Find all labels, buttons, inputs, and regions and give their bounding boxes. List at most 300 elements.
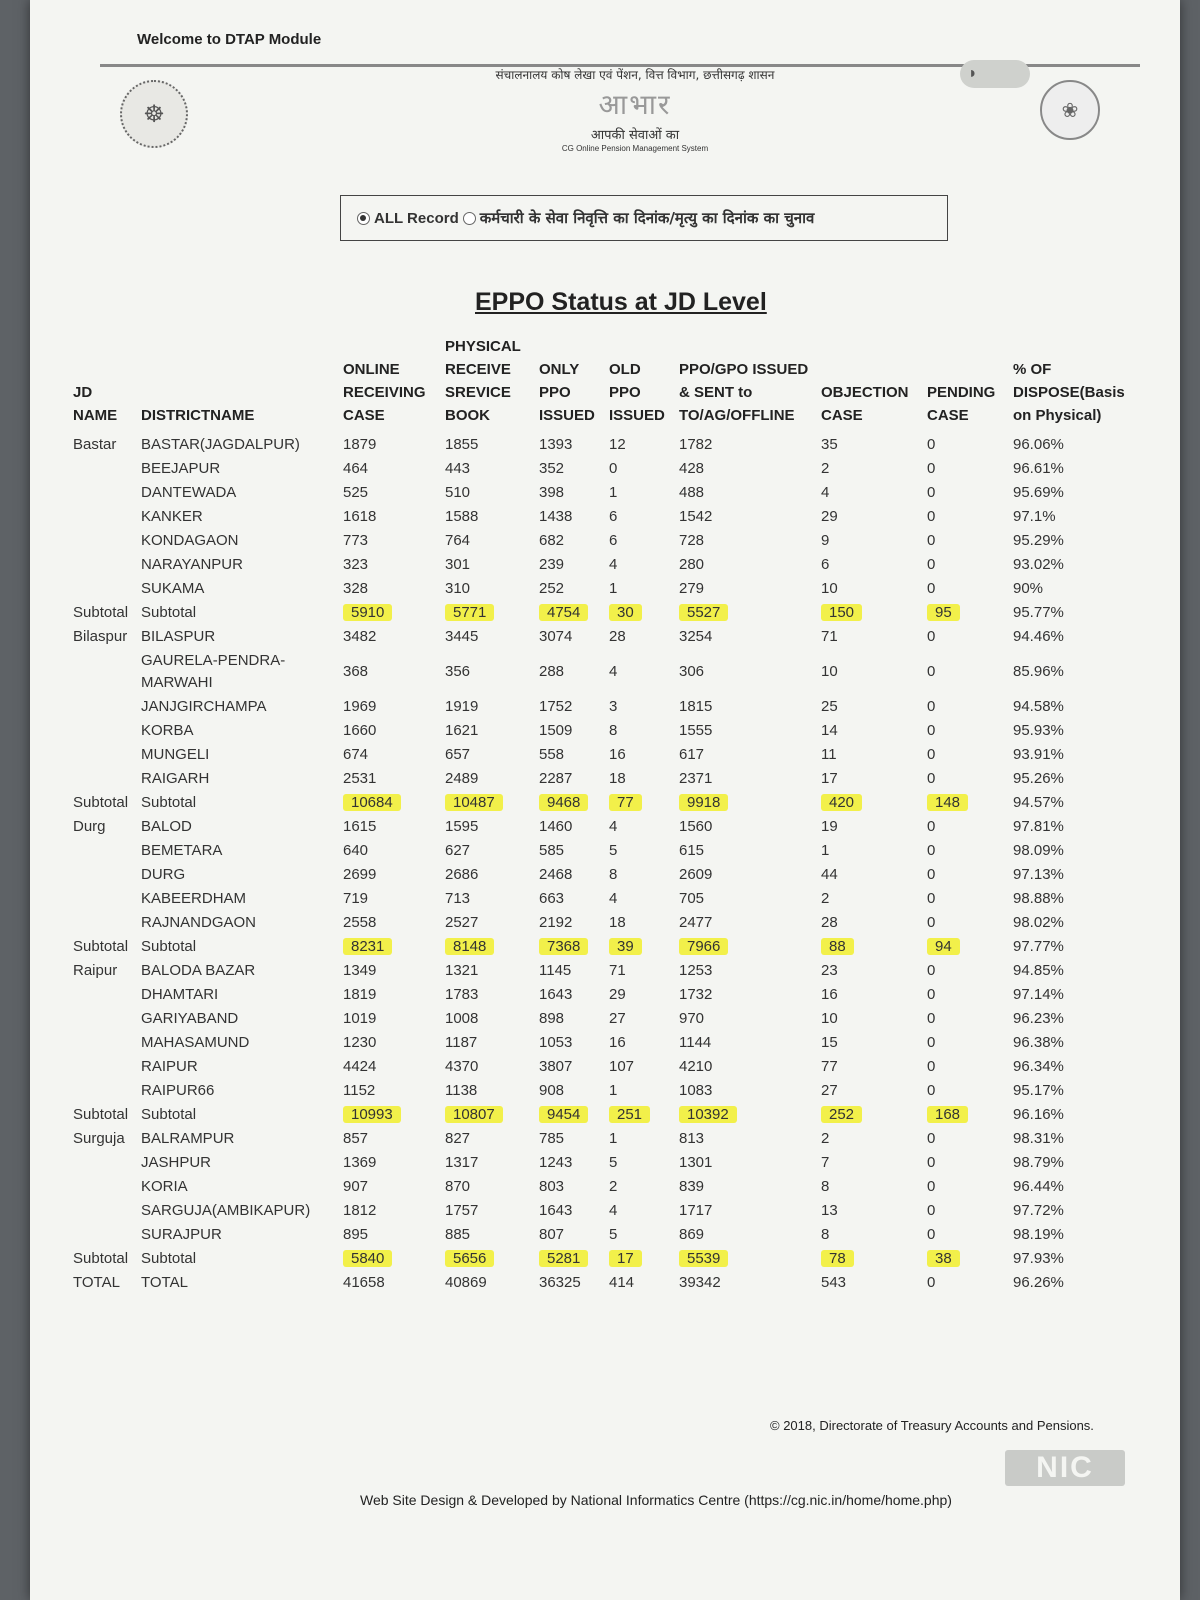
table-row (70, 625, 1140, 649)
jd-name-cell (70, 1151, 138, 1175)
jd-name-cell: Raipur (73, 962, 118, 979)
value-cell: 8 (609, 866, 618, 883)
value-cell: 3445 (445, 628, 479, 645)
jd-name-cell (70, 481, 138, 505)
value-cell: 1369 (343, 1154, 377, 1171)
report-title: EPPO Status at JD Level (475, 288, 767, 316)
highlighted-value: 252 (821, 1106, 862, 1123)
value-cell: 1643 (539, 986, 573, 1003)
value-cell: 96.26% (1013, 1274, 1064, 1291)
district-name-cell: DURG (141, 866, 186, 883)
value-cell: 1542 (679, 508, 713, 525)
value-cell: 510 (445, 484, 471, 501)
value-cell: 898 (539, 1010, 565, 1027)
value-cell: 1783 (445, 986, 479, 1003)
col-header: ONLINE RECEIVING CASE (343, 361, 426, 424)
value-cell: 2699 (343, 866, 377, 883)
jd-name-cell (70, 1079, 138, 1103)
highlighted-value: 10392 (679, 1106, 737, 1123)
value-cell: 907 (343, 1178, 369, 1195)
value-cell (536, 935, 606, 959)
jd-name-cell: Surguja (73, 1130, 125, 1147)
district-name-cell: KANKER (141, 508, 203, 525)
date-filter-label: कर्मचारी के सेवा निवृत्ति का दिनांक/मृत्यु का दिनांक का चुनाव (479, 209, 815, 227)
col-header: PPO/GPO ISSUED & SENT to TO/AG/OFFLINE (679, 361, 809, 424)
value-cell: 2531 (343, 770, 377, 787)
value-cell: 428 (679, 460, 705, 477)
value-cell: 705 (679, 890, 705, 907)
highlighted-value: 5539 (679, 1250, 728, 1267)
table-row (70, 553, 1140, 577)
jd-name-cell (70, 695, 138, 719)
value-cell: 1509 (539, 722, 573, 739)
value-cell: 869 (679, 1226, 705, 1243)
table-row (70, 911, 1140, 935)
value-cell: 895 (343, 1226, 369, 1243)
value-cell: 98.19% (1013, 1226, 1064, 1243)
value-cell (606, 601, 676, 625)
jd-name-cell: Subtotal (73, 794, 129, 811)
district-name-cell: MAHASAMUND (141, 1034, 250, 1051)
value-cell: 11 (821, 746, 837, 763)
value-cell: 96.44% (1013, 1178, 1064, 1195)
value-cell: 0 (927, 722, 936, 739)
value-cell: 14 (821, 722, 838, 739)
value-cell: 2558 (343, 914, 377, 931)
value-cell: 1243 (539, 1154, 573, 1171)
district-name-cell: JASHPUR (141, 1154, 212, 1171)
value-cell: 0 (927, 556, 936, 573)
jd-name-cell (70, 1223, 138, 1247)
highlighted-value: 10993 (343, 1106, 401, 1123)
value-cell: 27 (609, 1010, 626, 1027)
highlighted-value: 420 (821, 794, 862, 811)
value-cell: 0 (927, 914, 936, 931)
value-cell: 908 (539, 1082, 565, 1099)
col-header: JD NAME (73, 384, 118, 424)
value-cell: 488 (679, 484, 705, 501)
value-cell: 0 (927, 770, 936, 787)
jd-name-cell (70, 649, 138, 695)
highlighted-value: 9468 (539, 794, 588, 811)
value-cell: 1301 (679, 1154, 713, 1171)
value-cell: 5 (609, 1226, 618, 1243)
value-cell: 728 (679, 532, 705, 549)
value-cell: 525 (343, 484, 369, 501)
value-cell: 839 (679, 1178, 705, 1195)
highlighted-value: 17 (609, 1250, 642, 1267)
value-cell: 1879 (343, 436, 377, 453)
value-cell: 90% (1013, 580, 1044, 597)
value-cell: 2527 (445, 914, 479, 931)
value-cell: 94.58% (1013, 698, 1064, 715)
value-cell (340, 935, 442, 959)
value-cell: 97.72% (1013, 1202, 1064, 1219)
value-cell: 0 (927, 460, 936, 477)
value-cell (676, 1103, 818, 1127)
district-name-cell: BILASPUR (141, 628, 216, 645)
value-cell: 1019 (343, 1010, 377, 1027)
value-cell: 640 (343, 842, 369, 859)
value-cell: 93.91% (1013, 746, 1064, 763)
value-cell: 97.1% (1013, 508, 1056, 525)
value-cell: 443 (445, 460, 471, 477)
value-cell: 0 (927, 1154, 936, 1171)
district-name-cell: KABEERDHAM (141, 890, 247, 907)
district-name-cell: DHAMTARI (141, 986, 219, 1003)
col-header: PENDING CASE (927, 384, 996, 424)
value-cell: 0 (927, 484, 936, 501)
value-cell: 29 (821, 508, 838, 525)
value-cell: 1752 (539, 698, 573, 715)
value-cell: 558 (539, 746, 565, 763)
highlighted-value: 38 (927, 1250, 960, 1267)
jd-name-cell (70, 743, 138, 767)
value-cell: 1919 (445, 698, 479, 715)
value-cell: 85.96% (1013, 663, 1064, 680)
value-cell: 970 (679, 1010, 705, 1027)
header-banner (460, 66, 810, 153)
value-cell: 1815 (679, 698, 713, 715)
highlighted-value: 9918 (679, 794, 728, 811)
value-cell: 4 (609, 556, 618, 573)
highlighted-value: 251 (609, 1106, 650, 1123)
district-name-cell: BASTAR(JAGDALPUR) (141, 436, 300, 453)
value-cell (818, 601, 924, 625)
value-cell: 1083 (679, 1082, 713, 1099)
value-cell: 98.79% (1013, 1154, 1064, 1171)
value-cell: 627 (445, 842, 471, 859)
value-cell: 1618 (343, 508, 377, 525)
jd-name-cell: Durg (73, 818, 106, 835)
table-row (70, 959, 1140, 983)
value-cell: 2477 (679, 914, 713, 931)
value-cell: 1253 (679, 962, 713, 979)
jd-name-cell (70, 553, 138, 577)
value-cell: 827 (445, 1130, 471, 1147)
value-cell: 3807 (539, 1058, 573, 1075)
jd-name-cell: Subtotal (73, 1106, 129, 1123)
value-cell (924, 1103, 1010, 1127)
value-cell: 0 (609, 460, 618, 477)
value-cell: 2371 (679, 770, 713, 787)
value-cell (818, 1103, 924, 1127)
value-cell: 0 (927, 1082, 936, 1099)
district-name-cell: MUNGELI (141, 746, 210, 763)
value-cell: 16 (609, 746, 626, 763)
value-cell: 96.38% (1013, 1034, 1064, 1051)
value-cell: 352 (539, 460, 565, 477)
district-name-cell: TOTAL (141, 1274, 188, 1291)
value-cell: 1138 (445, 1082, 478, 1099)
value-cell: 3 (609, 698, 618, 715)
value-cell: 107 (609, 1058, 635, 1075)
table-row (70, 1127, 1140, 1151)
value-cell (536, 1247, 606, 1271)
developer-credit: Web Site Design & Developed by National Informatics Centre (https://cg.nic.in/home/home.php) (360, 1492, 952, 1508)
value-cell: 1615 (343, 818, 377, 835)
value-cell: 35 (821, 436, 838, 453)
highlighted-value: 5656 (445, 1250, 494, 1267)
jd-name-cell (70, 719, 138, 743)
value-cell: 95.77% (1013, 604, 1064, 621)
value-cell: 328 (343, 580, 369, 597)
value-cell: 279 (679, 580, 705, 597)
value-cell: 1643 (539, 1202, 573, 1219)
table-row (70, 649, 1140, 695)
district-name-cell: BALODA BAZAR (141, 962, 256, 979)
value-cell: 2 (821, 460, 830, 477)
highlighted-value: 7368 (539, 938, 588, 955)
jd-name-cell (70, 1007, 138, 1031)
value-cell: 12 (609, 436, 626, 453)
value-cell: 0 (927, 818, 936, 835)
digital-india-logo-icon: ◗ (960, 60, 1030, 88)
district-name-cell: BALRAMPUR (141, 1130, 235, 1147)
value-cell: 97.93% (1013, 1250, 1064, 1267)
value-cell: 1317 (445, 1154, 479, 1171)
value-cell: 1595 (445, 818, 479, 835)
value-cell: 0 (927, 1130, 936, 1147)
jd-name-cell (70, 863, 138, 887)
district-name-cell: Subtotal (141, 1250, 197, 1267)
table-row (70, 743, 1140, 767)
value-cell: 803 (539, 1178, 565, 1195)
copyright-text: © 2018, Directorate of Treasury Accounts and Pensions. (770, 1418, 1094, 1433)
eppo-status-table (70, 335, 1140, 1295)
value-cell: 18 (609, 914, 626, 931)
value-cell: 9 (821, 532, 830, 549)
value-cell (818, 791, 924, 815)
value-cell: 682 (539, 532, 565, 549)
value-cell: 3254 (679, 628, 713, 645)
value-cell (924, 791, 1010, 815)
subtotal-row (70, 791, 1140, 815)
value-cell: 0 (927, 1226, 936, 1243)
value-cell: 0 (927, 436, 936, 453)
value-cell: 1732 (679, 986, 713, 1003)
value-cell: 71 (821, 628, 838, 645)
district-name-cell: KORIA (141, 1178, 188, 1195)
value-cell: 6 (609, 508, 618, 525)
value-cell: 1660 (343, 722, 377, 739)
value-cell: 96.34% (1013, 1058, 1064, 1075)
value-cell: 8 (821, 1226, 830, 1243)
value-cell: 239 (539, 556, 565, 573)
col-header: PHYSICAL RECEIVE SREVICE BOOK (445, 338, 521, 424)
subtotal-row (70, 1247, 1140, 1271)
brand-name: आभार (598, 88, 672, 121)
col-header: % OF DISPOSE(Basis on Physical) (1013, 361, 1125, 424)
value-cell (676, 791, 818, 815)
value-cell: 1 (609, 1130, 618, 1147)
district-name-cell: JANJGIRCHAMPA (141, 698, 267, 715)
value-cell: 0 (927, 508, 936, 525)
table-row (70, 577, 1140, 601)
value-cell: 10 (821, 663, 838, 680)
value-cell: 1717 (679, 1202, 713, 1219)
value-cell: 807 (539, 1226, 565, 1243)
value-cell: 0 (927, 1010, 936, 1027)
value-cell: 97.81% (1013, 818, 1064, 835)
value-cell: 23 (821, 962, 838, 979)
value-cell: 1 (609, 580, 618, 597)
value-cell: 16 (821, 986, 838, 1003)
value-cell: 1969 (343, 698, 377, 715)
district-name-cell: NARAYANPUR (141, 556, 243, 573)
value-cell: 27 (821, 1082, 838, 1099)
value-cell (606, 1247, 676, 1271)
table-row (70, 1007, 1140, 1031)
value-cell: 2192 (539, 914, 573, 931)
value-cell (818, 1247, 924, 1271)
value-cell: 96.06% (1013, 436, 1064, 453)
value-cell (442, 935, 536, 959)
highlighted-value: 9454 (539, 1106, 588, 1123)
district-name-cell: RAIPUR (141, 1058, 198, 1075)
value-cell: 95.93% (1013, 722, 1064, 739)
value-cell: 15 (821, 1034, 838, 1051)
value-cell: 10 (821, 580, 838, 597)
district-name-cell: Subtotal (141, 604, 197, 621)
value-cell: 0 (927, 1034, 936, 1051)
value-cell: 280 (679, 556, 705, 573)
value-cell: 98.09% (1013, 842, 1064, 859)
subtotal-row (70, 601, 1140, 625)
all-record-label: ALL Record (374, 209, 459, 227)
value-cell: 40869 (445, 1274, 487, 1291)
highlighted-value: 7966 (679, 938, 728, 955)
value-cell: 98.02% (1013, 914, 1064, 931)
table-row (70, 767, 1140, 791)
jd-name-cell (70, 457, 138, 481)
value-cell: 1621 (445, 722, 479, 739)
value-cell: 4 (609, 663, 618, 680)
value-cell: 306 (679, 663, 705, 680)
value-cell: 368 (343, 663, 369, 680)
value-cell: 464 (343, 460, 369, 477)
table-row (70, 1223, 1140, 1247)
value-cell: 16 (609, 1034, 626, 1051)
value-cell: 10 (821, 1010, 838, 1027)
table-row (70, 1151, 1140, 1175)
value-cell: 0 (927, 663, 936, 680)
jd-name-cell (70, 1199, 138, 1223)
value-cell: 4210 (679, 1058, 713, 1075)
value-cell (606, 935, 676, 959)
jd-name-cell: TOTAL (73, 1274, 120, 1291)
district-name-cell: RAIGARH (141, 770, 210, 787)
value-cell (442, 601, 536, 625)
brand-tagline: आपकी सेवाओं का (590, 128, 680, 143)
jd-name-cell: Subtotal (73, 1250, 129, 1267)
value-cell: 94.46% (1013, 628, 1064, 645)
department-name: संचालनालय कोष लेखा एवं पेंशन, वित्त विभाग, छत्तीसगढ़ शासन (495, 68, 775, 82)
value-cell: 398 (539, 484, 565, 501)
jd-name-cell (70, 1055, 138, 1079)
jd-name-cell: Subtotal (73, 604, 129, 621)
table-row (70, 1175, 1140, 1199)
value-cell: 585 (539, 842, 565, 859)
value-cell: 93.02% (1013, 556, 1064, 573)
value-cell: 617 (679, 746, 705, 763)
value-cell: 310 (445, 580, 471, 597)
value-cell: 0 (927, 628, 936, 645)
value-cell (442, 1103, 536, 1127)
value-cell: 8 (821, 1178, 830, 1195)
value-cell (536, 791, 606, 815)
table-row (70, 695, 1140, 719)
value-cell: 4 (609, 1202, 618, 1219)
col-header: OBJECTION CASE (821, 384, 909, 424)
value-cell: 1812 (343, 1202, 377, 1219)
value-cell: 25 (821, 698, 838, 715)
value-cell (924, 935, 1010, 959)
value-cell: 1145 (539, 962, 572, 979)
value-cell: 94.57% (1013, 794, 1064, 811)
jd-name-cell (70, 529, 138, 553)
value-cell (536, 1103, 606, 1127)
value-cell: 4370 (445, 1058, 479, 1075)
district-name-cell: GARIYABAND (141, 1010, 239, 1027)
table-row (70, 1079, 1140, 1103)
district-name-cell: BEEJAPUR (141, 460, 221, 477)
value-cell: 0 (927, 986, 936, 1003)
value-cell: 1855 (445, 436, 479, 453)
value-cell: 5 (609, 842, 618, 859)
value-cell: 870 (445, 1178, 471, 1195)
all-record-radio[interactable] (357, 212, 370, 225)
value-cell (676, 601, 818, 625)
date-filter-radio[interactable] (463, 212, 476, 225)
value-cell: 4 (821, 484, 830, 501)
value-cell (676, 935, 818, 959)
value-cell: 1757 (445, 1202, 479, 1219)
value-cell: 28 (821, 914, 838, 931)
table-row (70, 505, 1140, 529)
value-cell: 1 (821, 842, 830, 859)
value-cell: 17 (821, 770, 838, 787)
value-cell: 36325 (539, 1274, 581, 1291)
value-cell: 19 (821, 818, 838, 835)
table-row (70, 1055, 1140, 1079)
highlighted-value: 5910 (343, 604, 392, 621)
value-cell: 1819 (343, 986, 377, 1003)
value-cell: 2489 (445, 770, 479, 787)
highlighted-value: 5527 (679, 604, 728, 621)
value-cell: 252 (539, 580, 565, 597)
district-name-cell: RAJNANDGAON (141, 914, 257, 931)
district-name-cell: SUKAMA (141, 580, 205, 597)
value-cell (606, 791, 676, 815)
value-cell (818, 935, 924, 959)
value-cell: 6 (609, 532, 618, 549)
state-emblem-icon: ☸ (120, 80, 188, 148)
record-filter (340, 195, 948, 241)
district-name-cell: BALOD (141, 818, 192, 835)
value-cell: 663 (539, 890, 565, 907)
table-row (70, 433, 1140, 457)
highlighted-value: 8231 (343, 938, 392, 955)
highlighted-value: 95 (927, 604, 960, 621)
value-cell: 96.16% (1013, 1106, 1064, 1123)
jd-name-cell (70, 887, 138, 911)
value-cell: 2 (821, 1130, 830, 1147)
highlighted-value: 94 (927, 938, 960, 955)
value-cell: 657 (445, 746, 471, 763)
welcome-text: Welcome to DTAP Module (137, 31, 322, 48)
value-cell: 97.13% (1013, 866, 1064, 883)
